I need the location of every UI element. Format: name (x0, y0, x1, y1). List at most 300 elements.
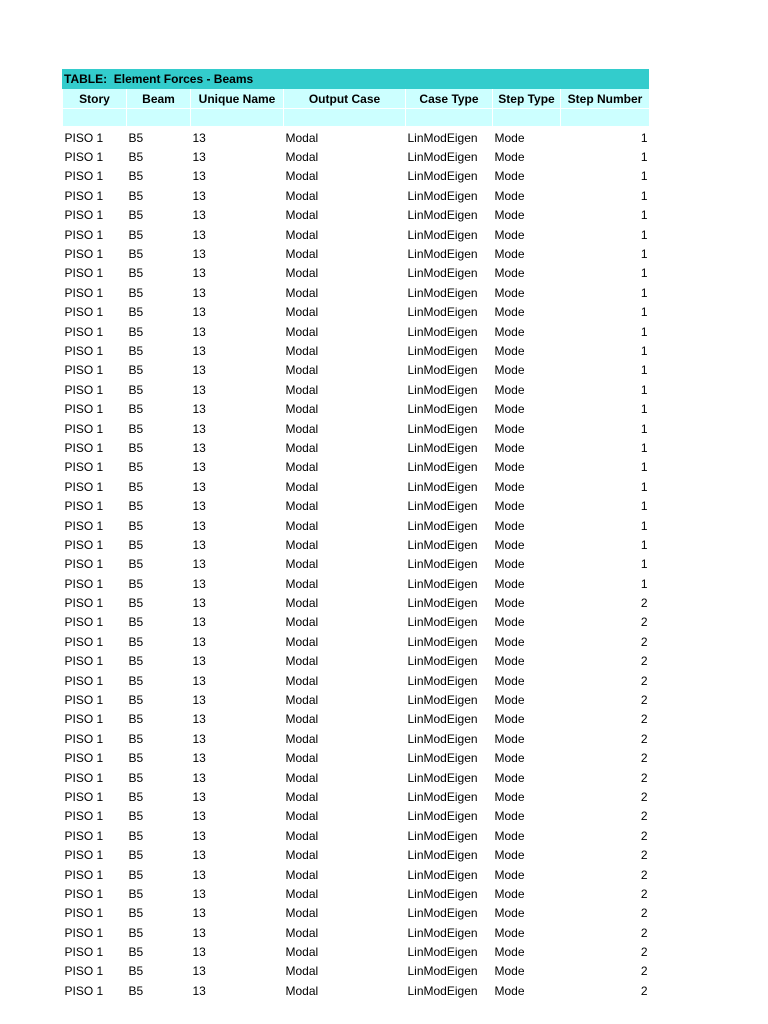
beam-cell: B5 (128, 751, 144, 766)
case-type-cell: LinModEigen (407, 828, 478, 843)
step-number-cell: 2 (640, 596, 648, 611)
case-type-cell: LinModEigen (407, 906, 478, 921)
unique-name-cell: 13 (192, 305, 206, 320)
unique-name-cell: 13 (192, 421, 206, 436)
beam-cell: B5 (128, 479, 144, 494)
table-row (63, 399, 650, 418)
step-type-cell: Mode (494, 305, 525, 320)
step-type-cell: Mode (494, 886, 525, 901)
step-number-cell: 1 (640, 227, 648, 242)
beam-cell: B5 (128, 945, 144, 960)
unique-name-cell: 13 (192, 576, 206, 591)
case-type-cell: LinModEigen (407, 247, 478, 262)
unique-name-cell: 13 (192, 227, 206, 242)
table-row (63, 126, 650, 147)
case-type-cell: LinModEigen (407, 305, 478, 320)
beam-cell: B5 (128, 576, 144, 591)
beam-cell: B5 (128, 460, 144, 475)
story-cell: PISO 1 (64, 363, 104, 378)
unique-name-cell: 13 (192, 266, 206, 281)
output-case-cell: Modal (285, 964, 319, 979)
output-case-cell: Modal (285, 848, 319, 863)
unique-name-cell: 13 (192, 169, 206, 184)
step-type-cell: Mode (494, 285, 525, 300)
table-row (63, 206, 650, 225)
step-number-cell: 2 (640, 751, 648, 766)
table-row (63, 865, 650, 884)
story-cell: PISO 1 (64, 499, 104, 514)
case-type-cell: LinModEigen (407, 673, 478, 688)
step-type-cell: Mode (494, 518, 525, 533)
unique-name-cell: 13 (192, 557, 206, 572)
table-row (63, 419, 650, 438)
step-type-cell: Mode (494, 479, 525, 494)
unique-name-cell: 13 (192, 537, 206, 552)
column-header-beam: Beam (127, 89, 191, 109)
beam-cell: B5 (128, 731, 144, 746)
output-case-cell: Modal (285, 499, 319, 514)
beam-cell: B5 (128, 343, 144, 358)
output-case-cell: Modal (285, 440, 319, 455)
beam-cell: B5 (128, 402, 144, 417)
output-case-cell: Modal (285, 247, 319, 262)
unique-name-cell: 13 (192, 285, 206, 300)
beam-cell: B5 (128, 150, 144, 165)
unique-name-cell: 13 (192, 247, 206, 262)
output-case-cell: Modal (285, 266, 319, 281)
unique-name-cell: 13 (192, 634, 206, 649)
output-case-cell: Modal (285, 654, 319, 669)
beam-cell: B5 (128, 421, 144, 436)
step-number-cell: 1 (640, 499, 648, 514)
case-type-cell: LinModEigen (407, 964, 478, 979)
story-cell: PISO 1 (64, 227, 104, 242)
units-cell (406, 109, 493, 127)
step-type-cell: Mode (494, 440, 525, 455)
step-number-cell: 2 (640, 789, 648, 804)
case-type-cell: LinModEigen (407, 518, 478, 533)
step-number-cell: 1 (640, 479, 648, 494)
case-type-cell: LinModEigen (407, 654, 478, 669)
story-cell: PISO 1 (64, 188, 104, 203)
step-number-cell: 1 (640, 208, 648, 223)
case-type-cell: LinModEigen (407, 227, 478, 242)
element-forces-table (62, 89, 650, 1001)
step-number-cell: 2 (640, 906, 648, 921)
beam-cell: B5 (128, 305, 144, 320)
step-number-cell: 1 (640, 130, 648, 145)
table-header-row (63, 89, 650, 109)
column-header-step-type: Step Type (493, 89, 561, 109)
output-case-cell: Modal (285, 537, 319, 552)
beam-cell: B5 (128, 848, 144, 863)
case-type-cell: LinModEigen (407, 712, 478, 727)
story-cell: PISO 1 (64, 266, 104, 281)
beam-cell: B5 (128, 654, 144, 669)
step-type-cell: Mode (494, 983, 525, 998)
step-number-cell: 1 (640, 402, 648, 417)
step-type-cell: Mode (494, 945, 525, 960)
step-number-cell: 2 (640, 731, 648, 746)
case-type-cell: LinModEigen (407, 945, 478, 960)
beam-cell: B5 (128, 130, 144, 145)
step-type-cell: Mode (494, 576, 525, 591)
table-row (63, 477, 650, 496)
unique-name-cell: 13 (192, 712, 206, 727)
story-cell: PISO 1 (64, 712, 104, 727)
column-header-step-number: Step Number (561, 89, 650, 109)
output-case-cell: Modal (285, 188, 319, 203)
step-number-cell: 1 (640, 440, 648, 455)
step-type-cell: Mode (494, 169, 525, 184)
story-cell: PISO 1 (64, 150, 104, 165)
units-cell (561, 109, 650, 127)
unique-name-cell: 13 (192, 382, 206, 397)
output-case-cell: Modal (285, 731, 319, 746)
table-row (63, 826, 650, 845)
unique-name-cell: 13 (192, 925, 206, 940)
table-row (63, 225, 650, 244)
story-cell: PISO 1 (64, 964, 104, 979)
output-case-cell: Modal (285, 343, 319, 358)
step-type-cell: Mode (494, 130, 525, 145)
beam-cell: B5 (128, 324, 144, 339)
table-row (63, 845, 650, 864)
table-row (63, 671, 650, 690)
story-cell: PISO 1 (64, 828, 104, 843)
step-type-cell: Mode (494, 673, 525, 688)
story-cell: PISO 1 (64, 440, 104, 455)
step-type-cell: Mode (494, 712, 525, 727)
step-number-cell: 2 (640, 654, 648, 669)
table-row (63, 787, 650, 806)
case-type-cell: LinModEigen (407, 363, 478, 378)
beam-cell: B5 (128, 615, 144, 630)
beam-cell: B5 (128, 596, 144, 611)
output-case-cell: Modal (285, 576, 319, 591)
table-row (63, 244, 650, 263)
beam-cell: B5 (128, 809, 144, 824)
case-type-cell: LinModEigen (407, 150, 478, 165)
table-row (63, 729, 650, 748)
step-type-cell: Mode (494, 615, 525, 630)
step-type-cell: Mode (494, 693, 525, 708)
case-type-cell: LinModEigen (407, 983, 478, 998)
table-row (63, 632, 650, 651)
case-type-cell: LinModEigen (407, 615, 478, 630)
table-row (63, 303, 650, 322)
step-type-cell: Mode (494, 382, 525, 397)
beam-cell: B5 (128, 266, 144, 281)
story-cell: PISO 1 (64, 537, 104, 552)
story-cell: PISO 1 (64, 285, 104, 300)
step-number-cell: 1 (640, 518, 648, 533)
output-case-cell: Modal (285, 169, 319, 184)
step-type-cell: Mode (494, 557, 525, 572)
beam-cell: B5 (128, 382, 144, 397)
story-cell: PISO 1 (64, 809, 104, 824)
step-number-cell: 1 (640, 285, 648, 300)
step-type-cell: Mode (494, 925, 525, 940)
step-type-cell: Mode (494, 596, 525, 611)
beam-cell: B5 (128, 867, 144, 882)
step-number-cell: 2 (640, 945, 648, 960)
step-number-cell: 1 (640, 576, 648, 591)
step-number-cell: 2 (640, 964, 648, 979)
output-case-cell: Modal (285, 479, 319, 494)
case-type-cell: LinModEigen (407, 499, 478, 514)
step-number-cell: 2 (640, 925, 648, 940)
unique-name-cell: 13 (192, 596, 206, 611)
story-cell: PISO 1 (64, 343, 104, 358)
step-number-cell: 1 (640, 266, 648, 281)
step-type-cell: Mode (494, 654, 525, 669)
step-number-cell: 2 (640, 867, 648, 882)
case-type-cell: LinModEigen (407, 285, 478, 300)
story-cell: PISO 1 (64, 983, 104, 998)
case-type-cell: LinModEigen (407, 479, 478, 494)
story-cell: PISO 1 (64, 305, 104, 320)
unique-name-cell: 13 (192, 867, 206, 882)
units-cell (493, 109, 561, 127)
output-case-cell: Modal (285, 886, 319, 901)
beam-cell: B5 (128, 247, 144, 262)
beam-cell: B5 (128, 925, 144, 940)
step-type-cell: Mode (494, 421, 525, 436)
unique-name-cell: 13 (192, 343, 206, 358)
output-case-cell: Modal (285, 615, 319, 630)
step-number-cell: 1 (640, 460, 648, 475)
table-row (63, 904, 650, 923)
case-type-cell: LinModEigen (407, 440, 478, 455)
case-type-cell: LinModEigen (407, 886, 478, 901)
unique-name-cell: 13 (192, 402, 206, 417)
table-row (63, 167, 650, 186)
output-case-cell: Modal (285, 906, 319, 921)
step-type-cell: Mode (494, 363, 525, 378)
unique-name-cell: 13 (192, 789, 206, 804)
step-type-cell: Mode (494, 402, 525, 417)
column-header-story: Story (63, 89, 127, 109)
table-row (63, 264, 650, 283)
story-cell: PISO 1 (64, 673, 104, 688)
unique-name-cell: 13 (192, 848, 206, 863)
unique-name-cell: 13 (192, 983, 206, 998)
output-case-cell: Modal (285, 518, 319, 533)
step-type-cell: Mode (494, 188, 525, 203)
table-row (63, 186, 650, 205)
output-case-cell: Modal (285, 770, 319, 785)
beam-cell: B5 (128, 227, 144, 242)
step-type-cell: Mode (494, 867, 525, 882)
table-row (63, 807, 650, 826)
story-cell: PISO 1 (64, 576, 104, 591)
unique-name-cell: 13 (192, 499, 206, 514)
story-cell: PISO 1 (64, 479, 104, 494)
step-number-cell: 2 (640, 770, 648, 785)
table-title: TABLE: Element Forces - Beams (62, 69, 649, 89)
case-type-cell: LinModEigen (407, 576, 478, 591)
step-number-cell: 1 (640, 343, 648, 358)
output-case-cell: Modal (285, 324, 319, 339)
unique-name-cell: 13 (192, 945, 206, 960)
case-type-cell: LinModEigen (407, 208, 478, 223)
unique-name-cell: 13 (192, 731, 206, 746)
case-type-cell: LinModEigen (407, 731, 478, 746)
step-type-cell: Mode (494, 828, 525, 843)
column-header-unique-name: Unique Name (191, 89, 284, 109)
output-case-cell: Modal (285, 634, 319, 649)
unique-name-cell: 13 (192, 150, 206, 165)
story-cell: PISO 1 (64, 402, 104, 417)
unique-name-cell: 13 (192, 188, 206, 203)
case-type-cell: LinModEigen (407, 537, 478, 552)
story-cell: PISO 1 (64, 906, 104, 921)
step-type-cell: Mode (494, 789, 525, 804)
story-cell: PISO 1 (64, 324, 104, 339)
case-type-cell: LinModEigen (407, 324, 478, 339)
unique-name-cell: 13 (192, 886, 206, 901)
step-number-cell: 1 (640, 557, 648, 572)
output-case-cell: Modal (285, 285, 319, 300)
table-row (63, 147, 650, 166)
step-type-cell: Mode (494, 460, 525, 475)
column-header-output-case: Output Case (284, 89, 406, 109)
table-row (63, 535, 650, 554)
output-case-cell: Modal (285, 596, 319, 611)
step-type-cell: Mode (494, 634, 525, 649)
table-row (63, 981, 650, 1000)
case-type-cell: LinModEigen (407, 402, 478, 417)
table-units-row (63, 109, 650, 127)
unique-name-cell: 13 (192, 440, 206, 455)
unique-name-cell: 13 (192, 964, 206, 979)
step-number-cell: 1 (640, 324, 648, 339)
units-cell (191, 109, 284, 127)
beam-cell: B5 (128, 712, 144, 727)
step-number-cell: 1 (640, 188, 648, 203)
case-type-cell: LinModEigen (407, 188, 478, 203)
table-row (63, 283, 650, 302)
unique-name-cell: 13 (192, 518, 206, 533)
story-cell: PISO 1 (64, 654, 104, 669)
step-type-cell: Mode (494, 324, 525, 339)
beam-cell: B5 (128, 169, 144, 184)
case-type-cell: LinModEigen (407, 596, 478, 611)
step-type-cell: Mode (494, 266, 525, 281)
case-type-cell: LinModEigen (407, 130, 478, 145)
unique-name-cell: 13 (192, 906, 206, 921)
beam-cell: B5 (128, 789, 144, 804)
beam-cell: B5 (128, 964, 144, 979)
story-cell: PISO 1 (64, 634, 104, 649)
beam-cell: B5 (128, 363, 144, 378)
beam-cell: B5 (128, 770, 144, 785)
output-case-cell: Modal (285, 867, 319, 882)
unique-name-cell: 13 (192, 208, 206, 223)
units-cell (284, 109, 406, 127)
unique-name-cell: 13 (192, 363, 206, 378)
unique-name-cell: 13 (192, 770, 206, 785)
case-type-cell: LinModEigen (407, 867, 478, 882)
column-header-case-type: Case Type (406, 89, 493, 109)
output-case-cell: Modal (285, 751, 319, 766)
output-case-cell: Modal (285, 712, 319, 727)
units-cell (127, 109, 191, 127)
output-case-cell: Modal (285, 402, 319, 417)
table-body (63, 126, 650, 1001)
beam-cell: B5 (128, 499, 144, 514)
unique-name-cell: 13 (192, 828, 206, 843)
table-row (63, 942, 650, 961)
table-row (63, 322, 650, 341)
beam-cell: B5 (128, 634, 144, 649)
case-type-cell: LinModEigen (407, 557, 478, 572)
table-row (63, 923, 650, 942)
story-cell: PISO 1 (64, 460, 104, 475)
step-number-cell: 1 (640, 247, 648, 262)
output-case-cell: Modal (285, 925, 319, 940)
case-type-cell: LinModEigen (407, 925, 478, 940)
story-cell: PISO 1 (64, 848, 104, 863)
table-row (63, 496, 650, 515)
beam-cell: B5 (128, 693, 144, 708)
table-row (63, 458, 650, 477)
unique-name-cell: 13 (192, 654, 206, 669)
unique-name-cell: 13 (192, 693, 206, 708)
table-row (63, 574, 650, 593)
step-type-cell: Mode (494, 343, 525, 358)
step-type-cell: Mode (494, 770, 525, 785)
step-type-cell: Mode (494, 964, 525, 979)
step-type-cell: Mode (494, 499, 525, 514)
step-type-cell: Mode (494, 731, 525, 746)
story-cell: PISO 1 (64, 886, 104, 901)
table-row (63, 516, 650, 535)
output-case-cell: Modal (285, 150, 319, 165)
output-case-cell: Modal (285, 421, 319, 436)
step-number-cell: 2 (640, 848, 648, 863)
output-case-cell: Modal (285, 208, 319, 223)
table-row (63, 341, 650, 360)
unique-name-cell: 13 (192, 324, 206, 339)
case-type-cell: LinModEigen (407, 770, 478, 785)
case-type-cell: LinModEigen (407, 634, 478, 649)
beam-cell: B5 (128, 673, 144, 688)
output-case-cell: Modal (285, 363, 319, 378)
case-type-cell: LinModEigen (407, 751, 478, 766)
step-number-cell: 2 (640, 712, 648, 727)
step-number-cell: 2 (640, 673, 648, 688)
beam-cell: B5 (128, 285, 144, 300)
story-cell: PISO 1 (64, 945, 104, 960)
step-type-cell: Mode (494, 537, 525, 552)
unique-name-cell: 13 (192, 809, 206, 824)
output-case-cell: Modal (285, 305, 319, 320)
case-type-cell: LinModEigen (407, 460, 478, 475)
beam-cell: B5 (128, 828, 144, 843)
case-type-cell: LinModEigen (407, 266, 478, 281)
beam-cell: B5 (128, 440, 144, 455)
table-row (63, 613, 650, 632)
element-forces-sheet (62, 69, 649, 1001)
output-case-cell: Modal (285, 789, 319, 804)
case-type-cell: LinModEigen (407, 789, 478, 804)
output-case-cell: Modal (285, 460, 319, 475)
table-row (63, 768, 650, 787)
story-cell: PISO 1 (64, 867, 104, 882)
table-row (63, 380, 650, 399)
